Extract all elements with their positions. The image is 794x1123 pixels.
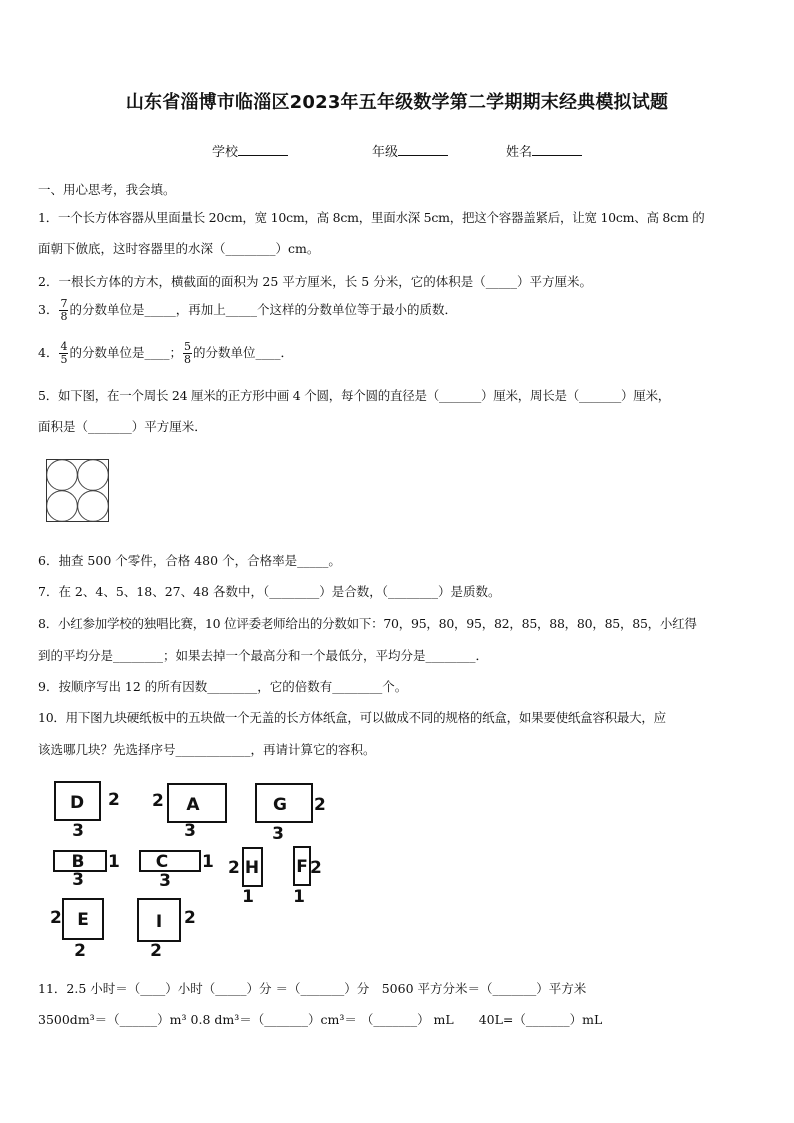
question-4 (38, 341, 293, 366)
board-f-bottom: 1 (293, 887, 305, 907)
fraction-4-5 (59, 341, 68, 366)
question-3-text: 的分数单位是_____，再加上_____个这样的分数单位等于最小的质数． (69, 302, 457, 317)
board-h-side: 2 (228, 858, 240, 878)
name-blank[interactable] (532, 142, 582, 156)
grade-label: 年级 (372, 145, 399, 160)
page-title: 山东省淄博市临淄区2023年五年级数学第二学期期末经典模拟试题 (125, 92, 669, 113)
question-11-line-2: 3500dm³＝（______）m³ 0.8 dm³＝（_______）cm³＝ （_______） mL 40L=（_______）mL (38, 1012, 603, 1027)
board-i-side: 2 (184, 908, 196, 928)
board-f-side: 2 (310, 858, 322, 878)
fraction-denominator: 8 (183, 353, 191, 366)
question-9: 9．按顺序写出 12 的所有因数________，它的倍数有________个。 (38, 679, 408, 694)
board-h-bottom: 1 (242, 887, 254, 907)
board-d-side: 2 (108, 790, 120, 810)
question-1-line-1: 1．一个长方体容器从里面量长 20cm，宽 10cm，高 8cm，里面水深 5cm，把这个容器盖紧后，让宽 10cm、高 8cm 的 (38, 210, 705, 225)
question-4-text-a: 的分数单位是____； (69, 345, 182, 360)
question-4-number: 4． (38, 345, 59, 360)
question-7: 7．在 2、4、5、18、27、48 各数中，（________）是合数，（________）是质数。 (38, 584, 501, 599)
question-10-line-2: 该选哪几块？先选择序号____________，再请计算它的容积。 (38, 742, 376, 757)
board-g-bottom: 3 (272, 824, 284, 844)
question-8-line-2: 到的平均分是________；如果去掉一个最高分和一个最低分，平均分是________． (38, 648, 489, 663)
board-a-letter: A (186, 795, 200, 815)
board-c-letter: C (155, 852, 169, 872)
board-c-bottom: 3 (159, 871, 171, 891)
board-b-side: 1 (108, 852, 120, 872)
board-b-letter: B (71, 852, 85, 872)
board-g-letter: G (273, 795, 287, 815)
question-4-text-b: 的分数单位____． (192, 345, 293, 360)
board-a-bottom: 3 (184, 821, 196, 841)
fraction-denominator: 5 (60, 353, 68, 366)
board-e-letter: E (77, 910, 89, 930)
school-blank[interactable] (238, 142, 288, 156)
board-a-side: 2 (152, 791, 164, 811)
grade-field (372, 141, 448, 160)
question-3-number: 3． (38, 302, 59, 317)
fraction-numerator: 4 (60, 340, 68, 353)
question-2: 2．一根长方体的方木，横截面的面积为 25 平方厘米，长 5 分米，它的体积是（_____）平方厘米。 (38, 274, 592, 289)
board-g-side: 2 (314, 795, 326, 815)
board-e-side: 2 (50, 908, 62, 928)
square-outline (47, 460, 109, 522)
circle (47, 460, 78, 491)
board-f-letter: F (296, 857, 308, 877)
question-11-line-1: 11．2.5 小时＝（____）小时（_____）分 ＝（_______）分 5060 平方分米＝（_______）平方米 (38, 981, 587, 996)
board-c-rect (140, 851, 200, 871)
question-6: 6．抽查 500 个零件，合格 480 个，合格率是_____。 (38, 553, 341, 568)
board-c-side: 1 (202, 852, 214, 872)
circle (78, 491, 109, 522)
fraction-denominator: 8 (60, 310, 68, 323)
square-four-circles-figure (46, 459, 110, 523)
board-i-bottom: 2 (150, 941, 162, 961)
question-3 (38, 298, 457, 323)
fraction-5-8 (183, 341, 192, 366)
board-d-letter: D (69, 793, 85, 813)
grade-blank[interactable] (398, 142, 448, 156)
fraction-numerator: 5 (183, 340, 191, 353)
question-10-line-1: 10．用下图九块硬纸板中的五块做一个无盖的长方体纸盒，可以做成不同的规格的纸盒，如果要使纸盒容积最大，应 (38, 710, 666, 725)
school-label: 学校 (212, 145, 239, 160)
circle (47, 491, 78, 522)
question-1-line-2: 面朝下倣底，这时容器里的水深（________）cm。 (38, 241, 320, 256)
question-5-line-2: 面积是（_______）平方厘米． (38, 419, 207, 434)
question-8-line-1: 8．小红参加学校的独唱比赛，10 位评委老师给出的分数如下：70，95，80，95，82，85，88，80，85，85，小红得 (38, 616, 697, 631)
board-e-bottom: 2 (74, 941, 86, 961)
question-5-line-1: 5．如下图，在一个周长 24 厘米的正方形中画 4 个圆，每个圆的直径是（_______）厘米，周长是（_______）厘米， (38, 388, 670, 403)
circle (78, 460, 109, 491)
name-field (506, 141, 582, 160)
fraction-7-8 (59, 298, 68, 323)
name-label: 姓名 (506, 145, 533, 160)
cardboard-pieces-figure (40, 772, 340, 962)
board-h-letter: H (244, 858, 260, 878)
school-field (212, 141, 288, 160)
board-d-bottom: 3 (72, 821, 84, 841)
section-heading: 一、用心思考，我会填。 (38, 182, 176, 197)
fraction-numerator: 7 (60, 297, 68, 310)
board-b-bottom: 3 (72, 870, 84, 890)
board-i-letter: I (155, 912, 163, 932)
